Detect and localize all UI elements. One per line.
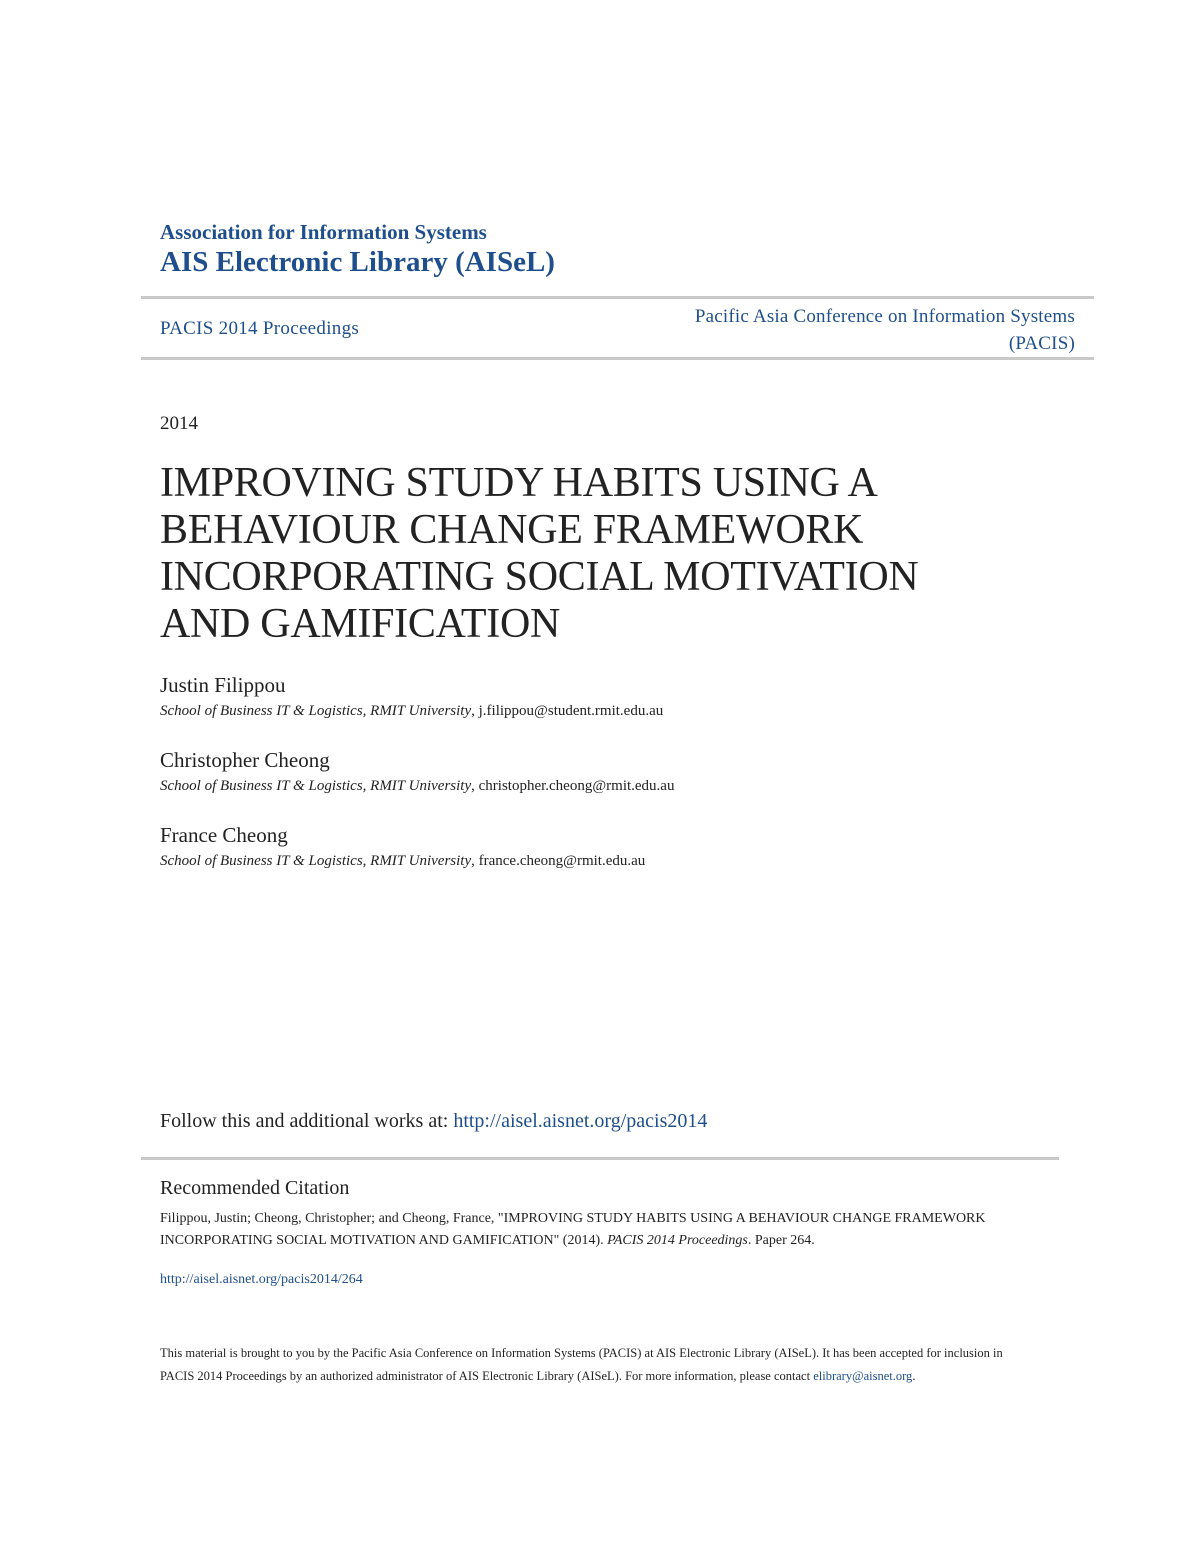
citation-body: Filippou, Justin; Cheong, Christopher; and Cheong, France, "IMPROVING STUDY HABITS USING A BEHAVIOUR CHANGE FRAMEWORK INCORPORATING SOCIAL MOTIVATION AND GAMIFICATION" (2014). [160,1211,986,1248]
author-email: , christopher.cheong@rmit.edu.au [471,778,675,794]
affiliation-text: School of Business IT & Logistics, RMIT University [160,703,472,719]
follow-label: Follow this and additional works at: [160,1110,454,1132]
footer-text: This material is brought to you by the Pacific Asia Conference on Information Systems (PACIS) at AIS Electronic Library (AISeL). It has been accepted for inclusion in PACIS 2014 Proceedings by an authorized administrator of AIS Electronic Library (AISeL). For more information, please contact [160,1346,1003,1383]
paper-title-line: INCORPORATING SOCIAL MOTIVATION [160,554,919,600]
conference-link-line2: (PACIS) [1008,333,1075,354]
author-email: , france.cheong@rmit.edu.au [471,853,646,869]
author-affiliation [160,853,645,870]
citation-text [160,1208,1040,1252]
paper-title [160,460,1060,648]
recommended-citation-heading: Recommended Citation [160,1177,350,1199]
paper-title-line: IMPROVING STUDY HABITS USING A [160,460,878,506]
author-affiliation [160,703,663,720]
organization-name: Association for Information Systems [160,220,487,244]
affiliation-text: School of Business IT & Logistics, RMIT University [160,853,472,869]
author-name: Justin Filippou [160,673,286,697]
header-divider-top [141,296,1094,299]
publication-year: 2014 [160,413,198,434]
author-email: , j.filippou@student.rmit.edu.au [471,703,664,719]
contact-email-link[interactable]: elibrary@aisnet.org [813,1369,913,1383]
citation-paper-number: . Paper 264. [747,1233,815,1248]
paper-title-line: BEHAVIOUR CHANGE FRAMEWORK [160,507,864,553]
follow-line [160,1110,707,1133]
footer-note [160,1342,1040,1388]
paper-title-line: AND GAMIFICATION [160,601,561,647]
proceedings-link[interactable]: PACIS 2014 Proceedings [160,318,360,339]
author-name: Christopher Cheong [160,748,330,772]
conference-link[interactable] [515,303,1075,357]
conference-link-line1: Pacific Asia Conference on Information Systems [694,306,1075,327]
affiliation-text: School of Business IT & Logistics, RMIT University [160,778,472,794]
citation-divider [141,1157,1059,1160]
citation-proceedings: PACIS 2014 Proceedings [607,1233,748,1248]
citation-url-link[interactable]: http://aisel.aisnet.org/pacis2014/264 [160,1272,363,1287]
collection-link[interactable]: http://aisel.aisnet.org/pacis2014 [453,1110,708,1132]
header-divider-bottom [141,357,1094,360]
library-name: AIS Electronic Library (AISeL) [160,246,555,278]
author-name: France Cheong [160,823,288,847]
author-affiliation [160,778,674,795]
footer-end: . [912,1369,916,1383]
